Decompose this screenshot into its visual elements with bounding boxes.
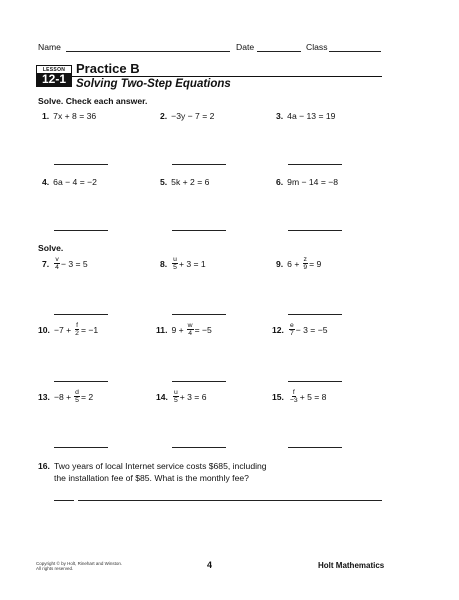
class-label: Class	[306, 42, 328, 52]
name-field[interactable]	[66, 51, 230, 52]
problem-text: 4a − 13 = 19	[287, 111, 336, 121]
fraction: $\frac{u}{5}$	[173, 256, 177, 271]
problem-16-line2: the installation fee of $85. What is the monthly fee?	[54, 473, 249, 483]
fraction: $\frac{d}{5}$	[75, 389, 79, 404]
problem-16-line1: Two years of local Internet service costs $685, including	[54, 461, 267, 471]
answer-line-13[interactable]	[54, 447, 108, 448]
answer-line-5[interactable]	[172, 230, 226, 231]
page-title: Practice B	[76, 61, 140, 76]
problem-text: 6a − 4 = −2	[53, 177, 97, 187]
problem-text: 5k + 2 = 6	[171, 177, 210, 187]
answer-line-9[interactable]	[288, 314, 342, 315]
fraction: $\frac{e}{7}$	[289, 322, 294, 337]
date-field[interactable]	[257, 51, 301, 52]
answer-line-7[interactable]	[54, 314, 108, 315]
problem-9: 9. 6 + $\frac{z}{9}$ = 9	[276, 256, 322, 271]
fraction: $\frac{u}{5}$	[173, 389, 178, 404]
lesson-badge-label: LESSON	[42, 67, 66, 73]
answer-line-16b[interactable]	[78, 500, 382, 501]
page-number: 4	[207, 560, 213, 570]
answer-line-3[interactable]	[288, 164, 342, 165]
problem-15: 15. $\frac{f}{-3}$ + 5 = 8	[272, 389, 327, 404]
problem-4: 4. 6a − 4 = −2	[42, 177, 97, 187]
answer-line-8[interactable]	[172, 314, 226, 315]
title-rule	[72, 76, 382, 77]
date-label: Date	[236, 42, 255, 52]
problem-16-number: 16.	[38, 461, 50, 471]
answer-line-4[interactable]	[54, 230, 108, 231]
answer-line-2[interactable]	[172, 164, 226, 165]
problem-12: 12. $\frac{e}{7}$ − 3 = −5	[272, 322, 328, 337]
fraction: $\frac{v}{4}$	[55, 256, 59, 271]
answer-line-11[interactable]	[172, 381, 226, 382]
lesson-number: 12-1	[37, 73, 71, 86]
class-field[interactable]	[329, 51, 381, 52]
copyright-line1: Copyright © by Holt, Rinehart and Winston.	[36, 561, 123, 566]
section2-instruction: Solve.	[38, 243, 64, 253]
answer-line-6[interactable]	[288, 230, 342, 231]
problem-text: 9m − 14 = −8	[287, 177, 339, 187]
page-subtitle: Solving Two-Step Equations	[76, 78, 231, 90]
problem-6: 6. 9m − 14 = −8	[276, 177, 339, 187]
answer-line-15[interactable]	[288, 447, 342, 448]
answer-line-12[interactable]	[288, 381, 342, 382]
problem-7: 7. $\frac{v}{4}$ − 3 = 5	[42, 256, 88, 271]
answer-line-16a[interactable]	[54, 500, 74, 501]
name-label: Name	[38, 42, 61, 52]
problem-2: 2. −3y − 7 = 2	[160, 111, 215, 121]
problem-10: 10. −7 + $\frac{f}{2}$ = −1	[38, 322, 99, 337]
fraction: $\frac{z}{9}$	[303, 256, 308, 271]
lesson-badge	[36, 65, 72, 87]
problem-1: 1. 7x + 8 = 36	[42, 111, 97, 121]
problem-text: −3y − 7 = 2	[171, 111, 215, 121]
fraction: $\frac{f}{2}$	[75, 322, 79, 337]
answer-line-10[interactable]	[54, 381, 108, 382]
problem-14: 14. $\frac{u}{5}$ + 3 = 6	[156, 389, 207, 404]
problem-11: 11. 9 + $\frac{w}{4}$ = −5	[156, 322, 212, 337]
answer-line-1[interactable]	[54, 164, 108, 165]
fraction: $\frac{f}{-3}$	[289, 389, 298, 404]
section1-instruction: Solve. Check each answer.	[38, 96, 148, 106]
copyright-line2: All rights reserved.	[36, 566, 74, 571]
publisher-name: Holt Mathematics	[318, 561, 385, 570]
problem-5: 5. 5k + 2 = 6	[160, 177, 210, 187]
problem-3: 3. 4a − 13 = 19	[276, 111, 336, 121]
answer-line-14[interactable]	[172, 447, 226, 448]
problem-text: 7x + 8 = 36	[53, 111, 97, 121]
problem-8: 8. $\frac{u}{5}$ + 3 = 1	[160, 256, 206, 271]
fraction: $\frac{w}{4}$	[187, 322, 193, 337]
problem-13: 13. −8 + $\frac{d}{5}$ = 2	[38, 389, 94, 404]
